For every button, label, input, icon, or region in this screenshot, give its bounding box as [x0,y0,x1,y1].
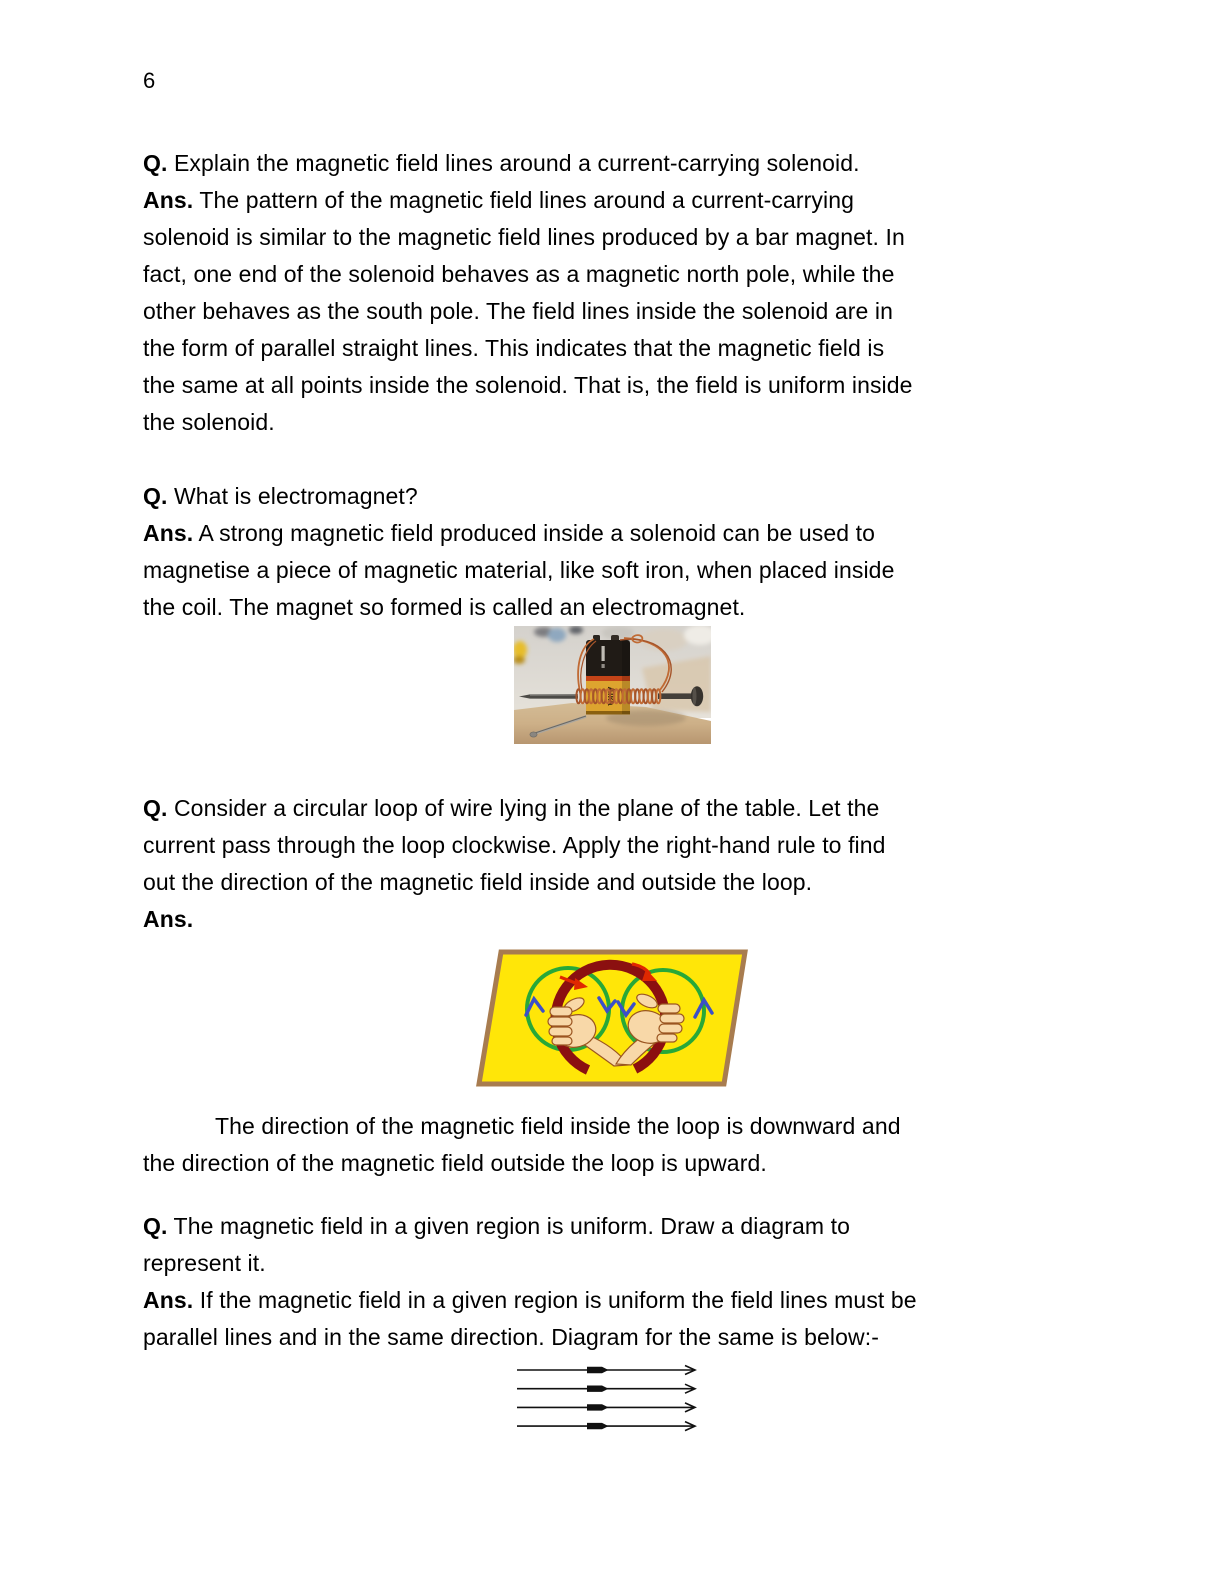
electromagnet-photo-image [514,626,711,744]
coil-winding [576,689,660,703]
text-line: Q. The magnetic field in a given region is uniform. Draw a diagram to [143,1213,851,1239]
text-line: Q. Explain the magnetic field lines around a current-carrying solenoid. [143,150,860,176]
text-line: the solenoid. [143,409,275,435]
text-line: Q. Consider a circular loop of wire lying in the plane of the table. Let the [143,795,880,821]
qa-block-solenoid-field-lines [143,145,1063,441]
uniform-field-diagram [152,1364,1072,1432]
text-line: parallel lines and in the same direction. Diagram for the same is below:- [143,1324,879,1350]
qa-block-circular-loop [143,790,1063,938]
answer-paragraph-loop-direction [143,1108,1063,1182]
electromagnet-photo [152,626,1072,744]
field-line [517,1422,695,1431]
field-line [517,1384,695,1393]
page-number: 6 [143,68,156,93]
text-line: represent it. [143,1250,266,1276]
qa-block-uniform-field [143,1208,1063,1356]
qa-block-electromagnet [143,478,1063,626]
text-line: the same at all points inside the solenoid. That is, the field is uniform inside [143,372,913,398]
text-line: Ans. If the magnetic field in a given region is uniform the field lines must be [143,1287,917,1313]
text-line: the direction of the magnetic field outside the loop is upward. [143,1150,767,1176]
text-line: Ans. The pattern of the magnetic field lines around a current-carrying [143,187,855,213]
battery-label: Alka [605,686,616,706]
text-line: Q. What is electromagnet? [143,483,418,509]
text-line: magnetise a piece of magnetic material, like soft iron, when placed inside [143,557,895,583]
uniform-field-image [517,1364,707,1432]
text-line: the form of parallel straight lines. This indicates that the magnetic field is [143,335,885,361]
field-line [517,1403,695,1412]
text-line: current pass through the loop clockwise. Apply the right-hand rule to find [143,832,886,858]
text-line: out the direction of the magnetic field inside and outside the loop. [143,869,813,895]
text-line: fact, one end of the solenoid behaves as a magnetic north pole, while the [143,261,895,287]
text-line: solenoid is similar to the magnetic field lines produced by a bar magnet. In [143,224,905,250]
text-line: The direction of the magnetic field inside the loop is downward and [215,1113,901,1139]
right-hand-rule-diagram [152,949,1072,1087]
field-line [517,1366,695,1375]
text-line: other behaves as the south pole. The field lines inside the solenoid are in [143,298,893,324]
text-line: the coil. The magnet so formed is called an electromagnet. [143,594,746,620]
text-line: Ans. A strong magnetic field produced inside a solenoid can be used to [143,520,875,546]
text-line: Ans. [143,906,194,932]
right-hand-rule-image [476,949,748,1087]
